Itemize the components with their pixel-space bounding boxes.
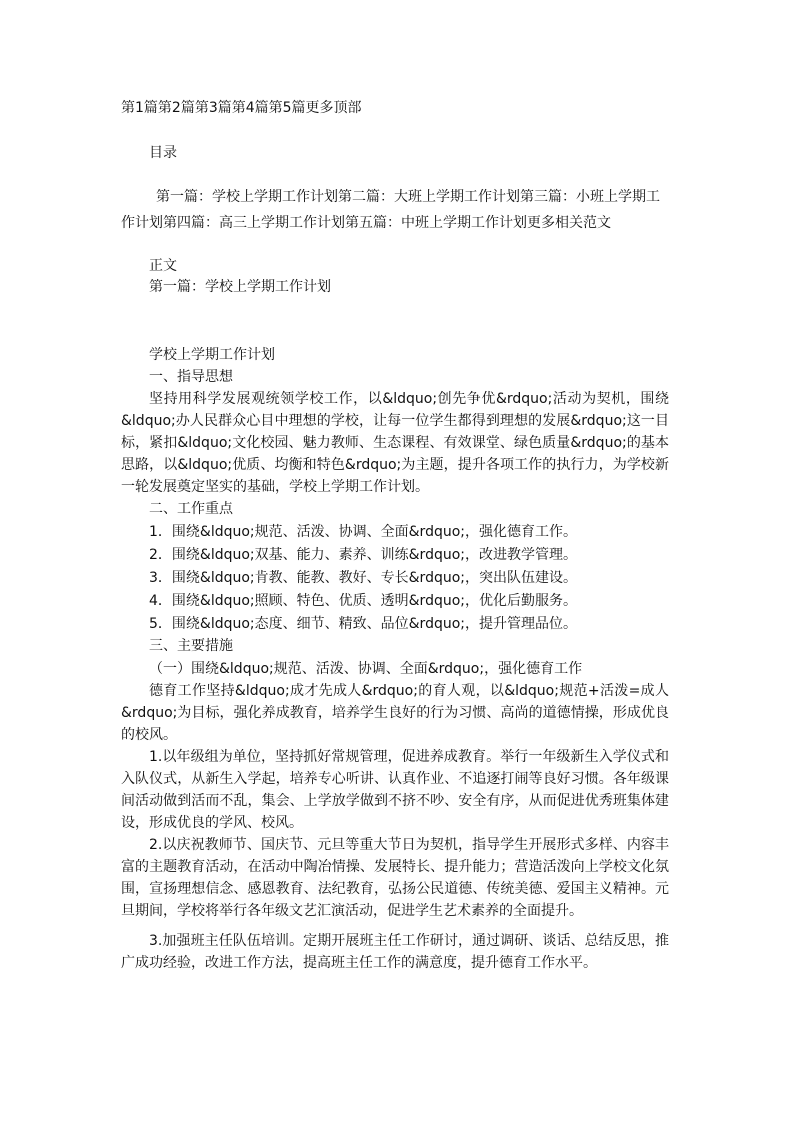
paragraph-moral-education: 德育工作坚持&ldquo;成才先成人&rdquo;的育人观，以&ldquo;规范+活泼=成人&rdquo;为目标，强化养成教育，培养学生良好的行为习惯、高尚的道德情操，形成优良的校风。 (121, 683, 669, 743)
toc-list[interactable]: 第一篇：学校上学期工作计划第二篇：大班上学期工作计划第三篇：小班上学期工作计划第四篇：高三上学期工作计划第五篇：中班上学期工作计划更多相关范文 (121, 189, 660, 231)
focus-item: 5．围绕&ldquo;态度、细节、精致、品位&rdquo;，提升管理品位。 (149, 616, 577, 632)
subsection-moral-education: （一）围绕&ldquo;规范、活泼、协调、全面&rdquo;，强化德育工作 (149, 661, 583, 677)
article-nav-links[interactable]: 第1篇第2篇第3篇第4篇第5篇更多顶部 (121, 100, 362, 116)
paragraph-measure-3: 3.加强班主任队伍培训。定期开展班主任工作研讨，通过调研、谈话、总结反思，推广成功经验，改进工作方法，提高班主任工作的满意度，提升德育工作水平。 (121, 933, 669, 971)
paragraph-guiding-ideas: 坚持用科学发展观统领学校工作，以&ldquo;创先争优&rdquo;活动为契机，围绕&ldquo;办人民群众心目中理想的学校，让每一位学生都得到理想的发展&rdquo;这一目标，紧扣&ldquo;文化校园、魅力教师、生态课程、有效课堂、绿色质量&rdquo;的基本思路，以&ldquo;优质、均衡和特色&rdquo;为主题，提升各项工作的执行力，为学校新一轮发展奠定坚实的基础，学校上学期工作计划。 (121, 391, 669, 495)
focus-item: 3．围绕&ldquo;肯教、能教、教好、专长&rdquo;，突出队伍建设。 (149, 570, 577, 586)
focus-item: 4．围绕&ldquo;照顾、特色、优质、透明&rdquo;，优化后勤服务。 (149, 593, 577, 609)
paragraph-measure-1: 1.以年级组为单位，坚持抓好常规管理，促进养成教育。举行一年级新生入学仪式和入队仪式，从新生入学起，培养专心听讲、认真作业、不追逐打闹等良好习惯。各年级课间活动做到活而不乱，集会、上学放学做到不挤不吵、安全有序，从而促进优秀班集体建设，形成优良的学风、校风。 (121, 749, 669, 831)
body-label: 正文 (149, 258, 177, 274)
doc-title: 学校上学期工作计划 (149, 347, 275, 363)
focus-item: 1．围绕&ldquo;规范、活泼、协调、全面&rdquo;，强化德育工作。 (149, 524, 577, 540)
section-work-focus: 二、工作重点 (149, 501, 233, 517)
article-heading: 第一篇：学校上学期工作计划 (149, 279, 331, 295)
section-guiding-ideas: 一、指导思想 (149, 369, 233, 385)
focus-item: 2．围绕&ldquo;双基、能力、素养、训练&rdquo;，改进教学管理。 (149, 547, 577, 563)
paragraph-measure-2: 2.以庆祝教师节、国庆节、元旦等重大节日为契机，指导学生开展形式多样、内容丰富的主题教育活动，在活动中陶冶情操、发展特长、提升能力；营造活泼向上学校文化氛围，宣扬理想信念、感恩教育、法纪教育，弘扬公民道德、传统美德、爱国主义精神。元旦期间，学校将举行各年级文艺汇演活动，促进学生艺术素养的全面提升。 (121, 837, 669, 919)
toc-heading: 目录 (149, 145, 177, 161)
section-main-measures: 三、主要措施 (149, 638, 233, 654)
